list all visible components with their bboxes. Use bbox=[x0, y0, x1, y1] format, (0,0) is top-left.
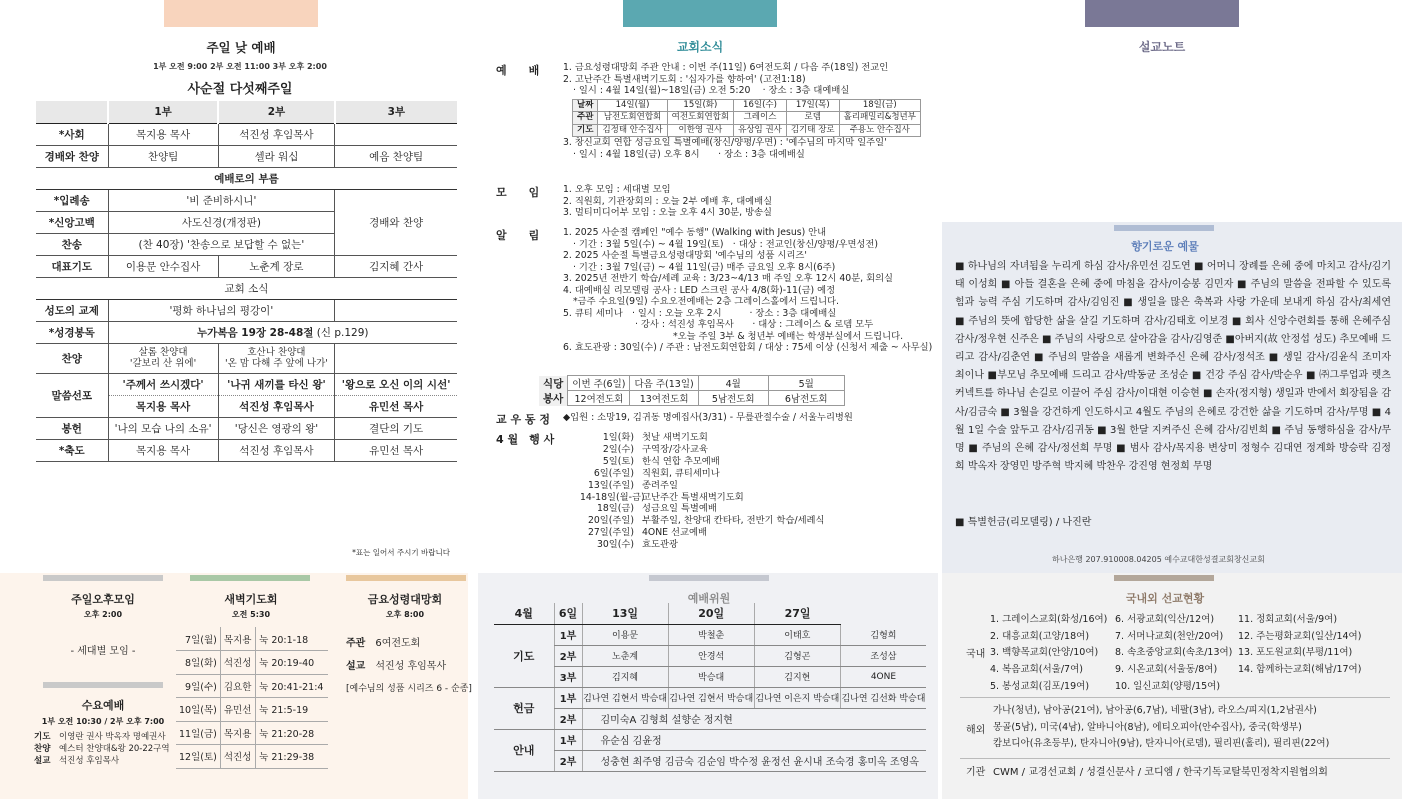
dawn-passage: 눅 21:29-38 bbox=[256, 745, 328, 769]
missions-col3 bbox=[1238, 612, 1361, 679]
news-line: 3. 창신교회 연합 성금요일 특별예배(창신/양평/우면) : '예수님의 마지막 일주일' bbox=[563, 137, 887, 148]
ushers-names: 박승대 bbox=[668, 666, 754, 687]
april-date: 30일(수) bbox=[596, 539, 634, 551]
dawn-date: 8일(화) bbox=[176, 651, 220, 675]
news-line: 4. 대예배실 리모델링 공사 : LED 스크린 공사 4/8(화)-11(금) 예정 bbox=[563, 284, 836, 296]
cell: 결단의 기도 bbox=[335, 417, 457, 439]
ushers-date: 13일 bbox=[582, 603, 668, 624]
choir-name: 호산나 찬양대 bbox=[247, 347, 306, 358]
choir-name: 살롬 찬양대 bbox=[138, 347, 188, 358]
april-event: 고난주간 특별새벽기도회 bbox=[642, 491, 744, 503]
mission-church: 5. 봉성교회(김포/19여) bbox=[990, 680, 1090, 692]
cell: 유상임 권사 bbox=[734, 124, 787, 137]
dawn-date: 9일(수) bbox=[176, 674, 220, 698]
dawn-leader: 목지용 bbox=[220, 627, 255, 651]
ushers-names: 박철춘 bbox=[668, 624, 754, 645]
dawn-time: 오전 5:30 bbox=[231, 610, 271, 619]
news-line: *금주 수요일(9일) 수요오전예배는 2층 그레이스홀에서 드립니다. bbox=[573, 296, 839, 307]
april-event-row bbox=[580, 539, 900, 551]
april-event-row bbox=[580, 432, 900, 444]
row-label: 찬양 bbox=[36, 343, 108, 373]
news-worship bbox=[563, 62, 933, 160]
cell: 남전도회연합회 bbox=[598, 112, 667, 125]
news-title: 교회소식 bbox=[676, 40, 724, 54]
dawn-passage: 눅 20:19-40 bbox=[256, 651, 328, 675]
mission-church: 2. 대흥교회(고양/18여) bbox=[990, 630, 1090, 642]
april-date: 20일(주일) bbox=[587, 515, 634, 527]
members-text: ◆입원 : 소망19, 김귀동 명예집사(3/31) - 무릎관절수술 / 서울누리병원 bbox=[563, 412, 853, 423]
ushers-names: 김나연 김현서 박승대 bbox=[582, 687, 668, 708]
mission-overseas: 캄보디아(유초등부), 탄자니아(9남), 탄자니아(로뎀), 필리핀(홀리), 필리핀(22여) bbox=[993, 738, 1330, 750]
dawn-row bbox=[176, 651, 328, 675]
cell: 6남전도회 bbox=[768, 391, 844, 406]
cell: 16일(수) bbox=[734, 99, 787, 112]
cell: (찬 40장) '찬송으로 보답할 수 없는' bbox=[108, 233, 335, 255]
cell: 봉사 bbox=[539, 391, 568, 406]
dawn-row bbox=[176, 721, 328, 745]
news-notice bbox=[563, 227, 933, 354]
dawn-leader: 석진성 bbox=[220, 745, 255, 769]
mission-overseas: 몽골(5남), 미국(4남), 알바니아(8남), 에티오피아(안수집사), 중국(학생부) bbox=[993, 721, 1302, 733]
april-event-row bbox=[580, 468, 900, 480]
april-date: 1일(화) bbox=[602, 432, 634, 443]
row-label: *입례송 bbox=[36, 189, 108, 211]
worship-order-table bbox=[36, 101, 457, 462]
mission-church: 6. 서광교회(익산/12여) bbox=[1115, 614, 1215, 625]
row-label: *사회 bbox=[36, 123, 108, 145]
ushers-service: 2부 bbox=[554, 708, 582, 729]
row-label: 성도의 교제 bbox=[36, 299, 108, 321]
missions-col1 bbox=[990, 612, 1107, 696]
news-line: 6. 효도관광 : 30일(수) / 주관 : 남전도회연합회 / 대상 : 75세 이상 (신청서 제출 ~ 사무실) bbox=[563, 342, 933, 353]
missions-divider bbox=[960, 697, 1390, 698]
host-label: 주관 bbox=[346, 638, 366, 649]
ushers-names: 4ONE bbox=[840, 666, 926, 687]
gift-header-bar bbox=[1114, 225, 1214, 231]
cell: '나의 모습 나의 소유' bbox=[108, 417, 218, 439]
ushers-names: 김형곤 bbox=[754, 645, 840, 666]
cell bbox=[335, 299, 457, 321]
cell: '평화 하나님의 평강이' bbox=[108, 299, 335, 321]
news-label-notice: 알 림 bbox=[496, 229, 540, 242]
friday-title: 금요성령대망회 bbox=[367, 593, 443, 606]
april-event: 부활주일, 찬양대 칸타타, 전반기 학습/세례식 bbox=[642, 515, 825, 527]
ushers-date: 27일 bbox=[754, 603, 840, 624]
sermon-title: '주께서 쓰시겠다' bbox=[108, 373, 218, 395]
cell: 석진성 후임목사 bbox=[218, 439, 335, 461]
cell: 여전도회연합회 bbox=[667, 112, 733, 125]
mission-church: 1. 그레이스교회(화성/16여) bbox=[990, 614, 1108, 625]
april-date: 2일(수) bbox=[602, 443, 634, 455]
mission-church: 9. 시온교회(서울동/8여) bbox=[1115, 664, 1218, 676]
worship-title: 주일 낮 예배 bbox=[206, 40, 276, 55]
mission-church: 4. 복음교회(서울/7여) bbox=[990, 664, 1083, 676]
april-events bbox=[580, 432, 900, 551]
news-line: · 일시 : 4월 14일(월)~18일(금) 오전 5:20 · 장소 : 3층 대예배실 bbox=[573, 85, 850, 96]
mission-church: 12. 주는평화교회(일산/14여) bbox=[1238, 630, 1362, 642]
cell: 4월 bbox=[698, 376, 768, 391]
org-list: CWM / 교경선교회 / 성결신문사 / 코디엠 / 한국기독교탈북민정착지원협의회 bbox=[993, 767, 1328, 778]
april-event-row bbox=[580, 480, 900, 492]
cell: 18일(금) bbox=[839, 99, 920, 112]
news-label-gather: 모 임 bbox=[496, 186, 540, 199]
dawn-prayer-table bbox=[572, 99, 921, 138]
news-line: 3. 2025년 전반기 학습/세례 교육 : 3/23~4/13 매 주일 오후 12시 40분, 회의실 bbox=[563, 273, 894, 284]
reading-ref: (신 p.129) bbox=[316, 326, 369, 339]
row-label: *축도 bbox=[36, 439, 108, 461]
april-date: 18일(금) bbox=[596, 503, 634, 515]
afternoon-desc: - 세대별 모임 - bbox=[70, 646, 136, 657]
cell bbox=[335, 123, 457, 145]
ushers-title: 예배위원 bbox=[687, 592, 731, 605]
news-line: · 일시 : 4월 18일(금) 오후 8시 · 장소 : 3층 대예배실 bbox=[573, 148, 805, 160]
news-line: 1. 금요성령대망회 주관 안내 : 이번 주(11일) 6여전도회 / 다음 주(18일) 전교인 bbox=[563, 62, 889, 73]
ushers-row bbox=[494, 624, 926, 645]
preacher: 유민선 목사 bbox=[335, 395, 457, 417]
news-line: *오늘 주일 3부 & 청년부 예배는 학생부실에서 드립니다. bbox=[673, 330, 904, 342]
mission-church: 14. 함께하는교회(해남/17여) bbox=[1238, 664, 1362, 676]
missions-divider2 bbox=[960, 758, 1390, 759]
april-date: 27일(주일) bbox=[587, 527, 634, 539]
ushers-date: 20일 bbox=[668, 603, 754, 624]
preach-label: 설교 bbox=[346, 661, 366, 672]
cell: 다음 주(13일) bbox=[630, 376, 698, 391]
cell: 홀리패밀리&청년부 bbox=[839, 112, 920, 125]
cell: 김정태 안수집사 bbox=[598, 124, 667, 137]
ushers-service: 1부 bbox=[554, 687, 582, 708]
cell: '비 준비하시니' bbox=[108, 189, 335, 211]
overseas-label: 해외 bbox=[966, 725, 986, 736]
dawn-row bbox=[176, 627, 328, 651]
ushers-group: 안내 bbox=[494, 729, 554, 771]
april-event: 효도관광 bbox=[642, 539, 678, 551]
news-label-worship: 예 배 bbox=[496, 64, 540, 77]
dawn-bar bbox=[190, 575, 310, 581]
cell: 기도 bbox=[573, 124, 598, 137]
preacher: 목지용 목사 bbox=[108, 395, 218, 417]
ushers-names: 안경석 bbox=[668, 645, 754, 666]
dawn-leader: 유민선 bbox=[220, 698, 255, 722]
row-label: 경배와 찬양 bbox=[36, 145, 108, 167]
ushers-names: 김형희 bbox=[840, 624, 926, 645]
dawn-table bbox=[176, 627, 328, 769]
cell: 셀라 워십 bbox=[218, 145, 335, 167]
cell: 목지용 목사 bbox=[108, 439, 218, 461]
ushers-row bbox=[494, 729, 926, 750]
ushers-names: 김나연 이은지 박승대 bbox=[754, 687, 840, 708]
sermon-title: '나귀 새끼를 타신 왕' bbox=[218, 373, 335, 395]
cell: 5남전도회 bbox=[698, 391, 768, 406]
april-event: 성금요일 특별예배 bbox=[642, 503, 717, 515]
worship-times: 1부 오전 9:00 2부 오전 11:00 3부 오후 2:00 bbox=[153, 62, 327, 71]
ushers-row bbox=[494, 666, 926, 687]
cell: 이번 주(6일) bbox=[568, 376, 630, 391]
ushers-names: 이용문 bbox=[582, 624, 668, 645]
preacher: 석진성 후임목사 bbox=[218, 395, 335, 417]
news-line: 2. 고난주간 특별새벽기도회 : '십자가를 향하여' (고전1:18) bbox=[563, 73, 806, 85]
section-news: 교회 소식 bbox=[36, 277, 457, 299]
dawn-passage: 눅 20:1-18 bbox=[256, 627, 328, 651]
ushers-row bbox=[494, 645, 926, 666]
dawn-date: 11일(금) bbox=[176, 721, 220, 745]
afternoon-time: 오후 2:00 bbox=[83, 610, 123, 619]
april-event-row bbox=[580, 492, 900, 504]
row-label: *신앙고백 bbox=[36, 211, 108, 233]
row-label: 말씀선포 bbox=[36, 373, 108, 417]
news-line: 3. 멀티미디어부 모임 : 오늘 오후 4시 30분, 방송실 bbox=[563, 207, 773, 218]
april-event-row bbox=[580, 515, 900, 527]
april-event-row bbox=[580, 527, 900, 539]
ushers-names: 유순심 김윤정 bbox=[582, 729, 926, 750]
col-2: 2부 bbox=[218, 101, 335, 123]
cell: 주관 bbox=[573, 112, 598, 125]
friday-bar bbox=[346, 575, 466, 581]
wednesday-bar bbox=[43, 682, 163, 688]
ushers-bar bbox=[649, 575, 769, 581]
ushers-row bbox=[494, 708, 926, 729]
news-line: 2. 직원회, 기관장회의 : 오늘 2부 예배 후, 대예배실 bbox=[563, 195, 773, 207]
ushers-group: 헌금 bbox=[494, 687, 554, 729]
cell: 유민선 목사 bbox=[335, 439, 457, 461]
april-event-row bbox=[580, 503, 900, 515]
dawn-row bbox=[176, 698, 328, 722]
col-3: 3부 bbox=[335, 101, 457, 123]
news-line: 1. 오후 모임 : 세대별 모임 bbox=[563, 184, 671, 195]
wed-value: 예스터 찬양대&왕 20-22구역 bbox=[58, 744, 170, 754]
wed-label: 찬양 bbox=[34, 744, 51, 754]
april-event: 4ONE 선교예배 bbox=[642, 527, 707, 539]
cell: 로뎀 bbox=[786, 112, 839, 125]
news-label-april: 4 월 행 사 bbox=[496, 433, 555, 446]
mission-church: 13. 포도원교회(부평/11여) bbox=[1238, 647, 1353, 659]
stand-note: *표는 일어서 주시기 바랍니다 bbox=[352, 548, 450, 557]
domestic-label: 국내 bbox=[966, 649, 986, 660]
dawn-date: 10일(목) bbox=[176, 698, 220, 722]
ushers-names: 김지현 bbox=[754, 666, 840, 687]
bank-account: 하나은행 207.910008.04205 예수교대한성결교회창신교회 bbox=[1052, 555, 1265, 564]
dawn-row bbox=[176, 745, 328, 769]
sermon-note-title: 설교노트 bbox=[1138, 40, 1186, 54]
sermon-title: '왕으로 오신 이의 시선' bbox=[335, 373, 457, 395]
dawn-leader: 석진성 bbox=[220, 651, 255, 675]
cell: 그레이스 bbox=[734, 112, 787, 125]
dawn-passage: 눅 21:5-19 bbox=[256, 698, 328, 722]
news-line: 2. 2025 사순절 특별금요성령대망회 '예수님의 성품 시리즈' bbox=[563, 250, 807, 261]
news-line: · 강사 : 석진성 후임목사 · 대상 : 그레이스 & 로뎀 모두 bbox=[635, 319, 874, 330]
april-date: 5일(토) bbox=[602, 455, 634, 467]
cell: 목지용 목사 bbox=[108, 123, 218, 145]
april-date: 6일(주일) bbox=[593, 467, 634, 479]
missions-bar bbox=[1114, 575, 1214, 581]
ushers-service: 3부 bbox=[554, 666, 582, 687]
dawn-passage: 눅 20:41-21:4 bbox=[256, 674, 328, 698]
news-line: 1. 2025 사순절 캠페인 "예수 동행" (Walking with Jesus) 안내 bbox=[563, 227, 827, 238]
mission-church: 11. 정회교회(서울/9여) bbox=[1238, 614, 1338, 625]
row-label: 봉헌 bbox=[36, 417, 108, 439]
dawn-date: 7일(월) bbox=[176, 627, 220, 651]
cell: 주용노 안수집사 bbox=[839, 124, 920, 137]
ushers-names: 김나연 김선화 박승대 bbox=[840, 687, 926, 708]
ushers-names: 조성삼 bbox=[840, 645, 926, 666]
wed-value: 석진성 후임목사 bbox=[58, 756, 120, 766]
cell: 14일(월) bbox=[598, 99, 667, 112]
april-event: 한식 연합 추모예배 bbox=[642, 455, 720, 467]
cell: 찬양팀 bbox=[108, 145, 218, 167]
wed-value: 이영란 권사 박옥자 명예권사 bbox=[58, 732, 166, 742]
april-date: 13일(주일) bbox=[587, 479, 634, 491]
ushers-row bbox=[494, 750, 926, 771]
ushers-group: 기도 bbox=[494, 624, 554, 687]
wed-label: 기도 bbox=[34, 732, 51, 742]
col-1: 1부 bbox=[108, 101, 218, 123]
cell bbox=[108, 343, 218, 373]
april-date: 14-18일(월-금) bbox=[580, 491, 645, 503]
ushers-date: 6일 bbox=[554, 603, 582, 624]
cell: 이한영 권사 bbox=[667, 124, 733, 137]
wednesday-title: 수요예배 bbox=[81, 699, 125, 712]
ushers-service: 1부 bbox=[554, 729, 582, 750]
cell: '당신은 영광의 왕' bbox=[218, 417, 335, 439]
gift-title: 향기로운 예물 bbox=[1131, 240, 1199, 253]
news-label-members: 교 우 동 정 bbox=[496, 413, 550, 426]
mission-church: 8. 속초중앙교회(속초/13여) bbox=[1115, 647, 1233, 659]
missions-col2 bbox=[1115, 612, 1232, 696]
april-event: 종려주일 bbox=[642, 479, 678, 491]
cell: 노춘계 장로 bbox=[218, 255, 335, 277]
news-line: 5. 큐티 세미나 · 일시 : 오늘 오후 2시 · 장소 : 3층 대예배실 bbox=[563, 307, 837, 319]
ushers-row bbox=[494, 687, 926, 708]
afternoon-bar bbox=[43, 575, 163, 581]
gift-special: ■ 특별헌금(리모델링) / 나진란 bbox=[955, 517, 1092, 528]
head-blank bbox=[36, 101, 108, 123]
mission-church: 10. 일신교회(양평/15여) bbox=[1115, 680, 1221, 692]
ushers-service: 1부 bbox=[554, 624, 582, 645]
ushers-names: 노춘계 bbox=[582, 645, 668, 666]
cell bbox=[108, 321, 457, 343]
cell: 5월 bbox=[768, 376, 844, 391]
wednesday-time: 1부 오전 10:30 / 2부 오후 7:00 bbox=[41, 717, 165, 726]
ushers-names: 김지혜 bbox=[582, 666, 668, 687]
preach-value: 석진성 후임목사 bbox=[375, 661, 447, 672]
ushers-table bbox=[494, 603, 926, 772]
mission-church: 3. 백향목교회(안양/10여) bbox=[990, 647, 1099, 659]
cell: 경배와 찬양 bbox=[335, 189, 457, 255]
news-line: · 기간 : 3월 5일(수) ~ 4월 19일(토) · 대상 : 전교인(창신/양평/우면성전) bbox=[573, 238, 879, 250]
org-label: 기관 bbox=[966, 767, 986, 778]
ushers-names: 이태호 bbox=[754, 624, 840, 645]
cell: 날짜 bbox=[573, 99, 598, 112]
cell: 김기태 장로 bbox=[786, 124, 839, 137]
cell: 석진성 후임목사 bbox=[218, 123, 335, 145]
wednesday-rows bbox=[34, 731, 170, 767]
ushers-month: 4월 bbox=[494, 603, 554, 624]
row-label: 찬송 bbox=[36, 233, 108, 255]
wed-label: 설교 bbox=[34, 756, 51, 766]
dawn-row bbox=[176, 674, 328, 698]
news-header-bar bbox=[623, 0, 777, 27]
dawn-leader: 목지용 bbox=[220, 721, 255, 745]
reading-text: 누가복음 19장 28-48절 bbox=[197, 326, 314, 339]
row-label: 대표기도 bbox=[36, 255, 108, 277]
mission-overseas: 가나(청년), 남아공(21여), 남아공(6,7남), 네팔(3남), 라오스/피지(1,2남권사) bbox=[993, 705, 1317, 716]
cell: 김지혜 간사 bbox=[335, 255, 457, 277]
choir-song: '갈보리 산 위에' bbox=[129, 358, 197, 369]
cell: 17일(목) bbox=[786, 99, 839, 112]
row-label: *성경봉독 bbox=[36, 321, 108, 343]
dawn-date: 12일(토) bbox=[176, 745, 220, 769]
friday-time: 오후 8:00 bbox=[385, 610, 425, 619]
cell: 12여전도회 bbox=[568, 391, 630, 406]
cell: 이용문 안수집사 bbox=[108, 255, 218, 277]
season-title: 사순절 다섯째주일 bbox=[187, 82, 293, 97]
gift-text: ■ 하나님의 자녀됨을 누리게 하심 감사/유민선 김도연 ■ 어머니 장례를 은혜 중에 마치고 감사/김기태 이성희 ■ 아들 결혼을 은혜 중에 마침을 감사/이승봉 김민자 ■ 주님의 말씀을 전파할 수 있도록 힘과 능력 주심 기도하며 감사/김임진 ■ 생일을 많은 축복과 사랑 가운데 보내게 하심 감사/최세연 ■ 주님의 뜻에 합당한 삶을 살길 기도하며 감사/김태호 이보경 ■ 회사 신앙수련회를 통해 은혜주심 감사/정우현 신주은 ■ 주님의 사랑으로 살아감을 감사/김영준 ■아버지(故 안정섭 성도) 추모예배 드리고 감사/김춘연 ■ 주님의 말씀을 새롭게 변화주신 은혜 감사/정석조 ■ 생일 감사/김윤식 조미자 최이나 ■부모님 추모예배 드리고 감사/박동균 조성순 ■ 건강 주심 감사/박순우 ■ ㈜그루업과 렛츠커넥트를 하나님 손길로 이끌어 주심 감사/이대현 이승현 ■ 손자(정지형) 생일과 반에서 회장됨을 감사/김금숙 ■ 3월을 강건하게 인도하시고 4월도 주님의 은혜로 강건한 삶을 기도하며 감사/무명 ■ 4월 1일 수술 앞두고 감사/김귀동 ■ 3월 한달 지켜주신 은혜 감사/김빈희 ■ 주님 동행하심을 감사/무명 ■ 주님의 은혜 감사/정선희 무명 ■ 범사 감사/목지용 변상미 정형수 김대연 정계화 방승락 김정희 박옥자 장영민 방주혁 박지혜 박찬우 강진영 현정희 무명 bbox=[955, 261, 1391, 473]
section-call: 예배로의 부름 bbox=[36, 167, 457, 189]
ushers-names: 성충현 최주영 김금숙 김순임 박수정 윤정선 윤시내 조숙경 홍미옥 조영옥 bbox=[582, 750, 926, 771]
missions-title: 국내외 선교현황 bbox=[1125, 592, 1205, 605]
april-event-row bbox=[580, 456, 900, 468]
dawn-leader: 김요한 bbox=[220, 674, 255, 698]
dawn-passage: 눅 21:20-28 bbox=[256, 721, 328, 745]
meal-table bbox=[539, 375, 845, 406]
afternoon-title: 주일오후모임 bbox=[71, 593, 135, 606]
news-gather bbox=[563, 184, 933, 219]
april-event: 첫날 새벽기도회 bbox=[642, 432, 708, 443]
dawn-title: 새벽기도회 bbox=[224, 593, 278, 606]
series: [예수님의 성품 시리즈 6 - 순종] bbox=[346, 684, 472, 694]
ushers-names: 김미숙A 김형희 설향순 정지현 bbox=[582, 708, 926, 729]
april-event-row bbox=[580, 444, 900, 456]
april-event: 구역장/강사교육 bbox=[642, 443, 708, 455]
sermon-header-bar bbox=[1085, 0, 1239, 27]
ushers-header bbox=[494, 603, 926, 624]
cell bbox=[218, 343, 335, 373]
mission-church: 7. 서머나교회(천안/20여) bbox=[1115, 630, 1224, 642]
overseas-list bbox=[993, 703, 1329, 753]
friday-info bbox=[346, 632, 472, 701]
news-line: · 기간 : 3월 7일(금) ~ 4월 11일(금) 매주 금요일 오후 8시(6주) bbox=[573, 261, 836, 273]
worship-header-bar bbox=[164, 0, 318, 27]
ushers-names: 김나연 김현서 박승대 bbox=[668, 687, 754, 708]
cell bbox=[335, 343, 457, 373]
cell: 13여전도회 bbox=[630, 391, 698, 406]
april-event: 직원회, 큐티세미나 bbox=[642, 467, 720, 479]
cell: 사도신경(개정판) bbox=[108, 211, 335, 233]
cell: 15일(화) bbox=[667, 99, 733, 112]
ushers-service: 2부 bbox=[554, 645, 582, 666]
host-value: 6여전도회 bbox=[375, 638, 421, 649]
ushers-service: 2부 bbox=[554, 750, 582, 771]
cell: 식당 bbox=[539, 376, 568, 391]
choir-song: '온 맘 다해 주 앞에 나가' bbox=[224, 358, 328, 369]
cell: 예음 찬양팀 bbox=[335, 145, 457, 167]
